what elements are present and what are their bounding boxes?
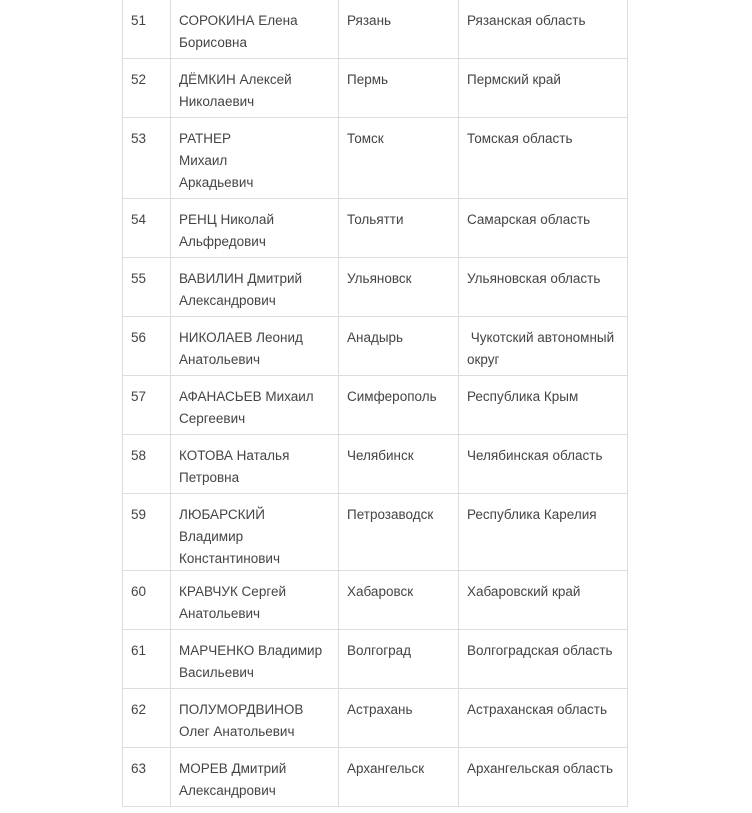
region-line: Республика Крым — [467, 389, 579, 404]
person-name-line: Николаевич — [179, 94, 255, 109]
person-name-line: АФАНАСЬЕВ Михаил — [179, 389, 314, 404]
city-cell: Тольятти — [339, 199, 459, 258]
person-name-line: МОРЕВ Дмитрий — [179, 761, 287, 776]
person-name-line: Михаил — [179, 153, 228, 168]
person-name-line: Сергеевич — [179, 411, 246, 426]
person-name-line: РЕНЦ Николай — [179, 212, 274, 227]
region-cell — [459, 689, 628, 748]
row-number: 61 — [123, 630, 171, 689]
person-name-cell — [171, 317, 339, 376]
city-cell: Челябинск — [339, 435, 459, 494]
city-cell: Хабаровск — [339, 571, 459, 630]
region-cell — [459, 494, 628, 571]
person-name-cell — [171, 494, 339, 571]
region-cell — [459, 748, 628, 807]
region-cell — [459, 571, 628, 630]
person-name-cell — [171, 258, 339, 317]
table-row — [123, 376, 628, 435]
region-line: Республика Карелия — [467, 507, 597, 522]
region-line: Архангельская область — [467, 761, 614, 776]
row-number: 54 — [123, 199, 171, 258]
person-name-line: КОТОВА Наталья — [179, 448, 290, 463]
city-cell: Архангельск — [339, 748, 459, 807]
row-number: 53 — [123, 118, 171, 199]
city-cell: Астрахань — [339, 689, 459, 748]
region-line: Томская область — [467, 131, 573, 146]
table-row — [123, 689, 628, 748]
row-number: 60 — [123, 571, 171, 630]
person-name-line: ВАВИЛИН Дмитрий — [179, 271, 303, 286]
person-name-cell — [171, 118, 339, 199]
city-cell: Рязань — [339, 0, 459, 59]
table-row — [123, 258, 628, 317]
person-name-line: Анатольевич — [179, 606, 261, 621]
person-name-cell — [171, 435, 339, 494]
region-cell — [459, 435, 628, 494]
city-cell: Анадырь — [339, 317, 459, 376]
person-name-line: РАТНЕР — [179, 131, 232, 146]
row-number: 63 — [123, 748, 171, 807]
row-number: 51 — [123, 0, 171, 59]
person-name-line: Александрович — [179, 783, 276, 798]
person-name-cell — [171, 748, 339, 807]
person-name-cell — [171, 630, 339, 689]
region-line: Пермский край — [467, 72, 561, 87]
person-name-line: Борисовна — [179, 35, 247, 50]
representatives-table-container — [122, 0, 627, 807]
row-number: 57 — [123, 376, 171, 435]
person-name-cell — [171, 376, 339, 435]
representatives-table — [122, 0, 628, 807]
city-cell: Симферополь — [339, 376, 459, 435]
region-cell — [459, 118, 628, 199]
region-line: округ — [467, 352, 500, 367]
person-name-line: КРАВЧУК Сергей — [179, 584, 286, 599]
table-row — [123, 199, 628, 258]
person-name-line: Аркадьевич — [179, 175, 254, 190]
row-number: 59 — [123, 494, 171, 571]
row-number: 56 — [123, 317, 171, 376]
region-cell — [459, 376, 628, 435]
region-cell — [459, 630, 628, 689]
table-row — [123, 59, 628, 118]
table-row — [123, 0, 628, 59]
table-row — [123, 494, 628, 571]
row-number: 62 — [123, 689, 171, 748]
region-line: Ульяновская область — [467, 271, 601, 286]
table-row — [123, 571, 628, 630]
region-line: Рязанская область — [467, 13, 586, 28]
person-name-line: МАРЧЕНКО Владимир — [179, 643, 323, 658]
person-name-cell — [171, 689, 339, 748]
person-name-cell — [171, 571, 339, 630]
person-name-line: ДЁМКИН Алексей — [179, 72, 292, 87]
row-number: 55 — [123, 258, 171, 317]
region-cell — [459, 0, 628, 59]
city-cell: Петрозаводск — [339, 494, 459, 571]
city-cell: Пермь — [339, 59, 459, 118]
person-name-line: Петровна — [179, 470, 240, 485]
region-cell — [459, 59, 628, 118]
city-cell: Томск — [339, 118, 459, 199]
person-name-line: Анатольевич — [179, 352, 261, 367]
region-line: Самарская область — [467, 212, 591, 227]
table-row — [123, 118, 628, 199]
region-cell — [459, 258, 628, 317]
table-row — [123, 435, 628, 494]
person-name-line: Олег Анатольевич — [179, 724, 295, 739]
city-cell: Волгоград — [339, 630, 459, 689]
person-name-line: Альфредович — [179, 234, 266, 249]
city-cell: Ульяновск — [339, 258, 459, 317]
person-name-cell — [171, 59, 339, 118]
person-name-cell — [171, 199, 339, 258]
region-line: Челябинская область — [467, 448, 603, 463]
person-name-line: ЛЮБАРСКИЙ Владимир — [179, 507, 265, 544]
region-line: Хабаровский край — [467, 584, 581, 599]
region-cell — [459, 317, 628, 376]
table-row — [123, 748, 628, 807]
row-number: 58 — [123, 435, 171, 494]
person-name-line: СОРОКИНА Елена — [179, 13, 298, 28]
region-cell — [459, 199, 628, 258]
region-line: Чукотский автономный — [467, 330, 615, 345]
person-name-line: Константинович — [179, 551, 281, 566]
person-name-cell — [171, 0, 339, 59]
region-line: Астраханская область — [467, 702, 608, 717]
person-name-line: Александрович — [179, 293, 276, 308]
table-body — [123, 0, 628, 807]
row-number: 52 — [123, 59, 171, 118]
region-line: Волгоградская область — [467, 643, 613, 658]
table-row — [123, 630, 628, 689]
table-row — [123, 317, 628, 376]
person-name-line: Васильевич — [179, 665, 254, 680]
person-name-line: НИКОЛАЕВ Леонид — [179, 330, 303, 345]
person-name-line: ПОЛУМОРДВИНОВ — [179, 702, 304, 717]
